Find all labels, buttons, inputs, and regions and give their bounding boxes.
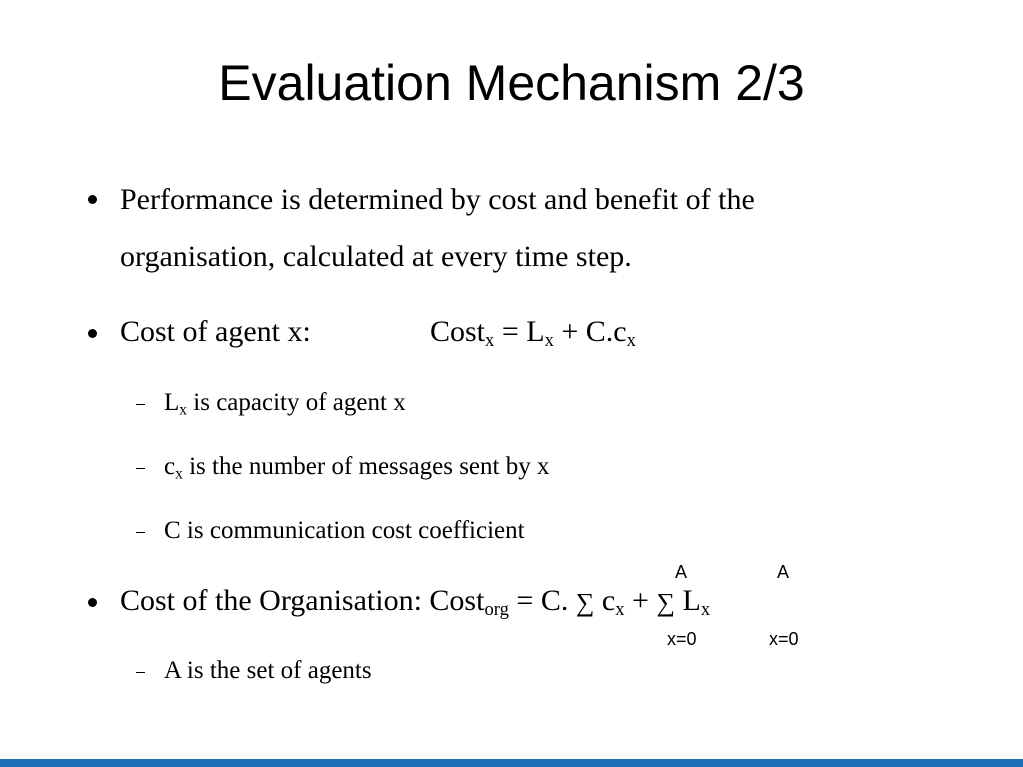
org-l-sub: x — [700, 599, 711, 621]
sub-bullet-a: A is the set of agents — [164, 657, 372, 684]
agent-cost-formula — [430, 303, 636, 369]
org-plus: + — [624, 584, 657, 617]
sub-bullet-lx — [164, 388, 406, 425]
dash-marker — [136, 532, 145, 533]
sum1-lower-limit: x=0 — [667, 629, 697, 649]
sum2-lower-limit: x=0 — [769, 629, 799, 649]
bullet-performance-line2: organisation, calculated at every time step. — [120, 240, 632, 273]
org-cost-label: Cost of the Organisation: Cost — [120, 584, 485, 617]
lx-text: is capacity of agent x — [187, 389, 406, 416]
formula-eq: = L — [494, 315, 545, 348]
sigma-symbol: ∑ — [575, 588, 595, 617]
dash-marker — [136, 672, 145, 673]
bullet-performance-line1: Performance is determined by cost and benefit of the — [120, 183, 755, 216]
org-l-term: L — [674, 584, 701, 617]
cx-text: is the number of messages sent by x — [182, 453, 550, 480]
bullet-dot — [88, 329, 97, 338]
footer-bar — [0, 759, 1023, 767]
formula-cost-sub: x — [485, 330, 495, 352]
sum1-upper-limit: A — [675, 562, 688, 582]
sub-bullet-cx — [164, 452, 549, 489]
slide-title: Evaluation Mechanism 2/3 — [218, 55, 805, 111]
org-c-sub: x — [615, 599, 625, 621]
cx-sub: x — [175, 465, 183, 483]
formula-l-sub: x — [544, 330, 554, 352]
lx-sub: x — [179, 401, 188, 419]
sub-bullet-c: C is communication cost coefficient — [164, 517, 525, 544]
bullet-dot — [88, 598, 97, 607]
org-cost-eq: = C. — [508, 584, 576, 617]
sum2-upper-limit: A — [777, 562, 790, 582]
bullet-agent-cost — [120, 303, 311, 360]
agent-cost-label: Cost of agent x: — [120, 315, 311, 348]
sigma-symbol: ∑ — [656, 588, 675, 617]
cx-symbol: c — [164, 453, 176, 480]
formula-cost: Cost — [430, 315, 486, 348]
formula-plus: + C.c — [553, 315, 627, 348]
dash-marker — [136, 404, 145, 405]
org-cost-sub: org — [484, 599, 509, 621]
dash-marker — [136, 468, 145, 469]
bullet-org-cost — [120, 572, 710, 638]
org-c-term: c — [601, 584, 616, 617]
bullet-dot — [88, 195, 97, 204]
formula-c-sub: x — [626, 330, 636, 352]
lx-symbol: L — [164, 389, 180, 416]
